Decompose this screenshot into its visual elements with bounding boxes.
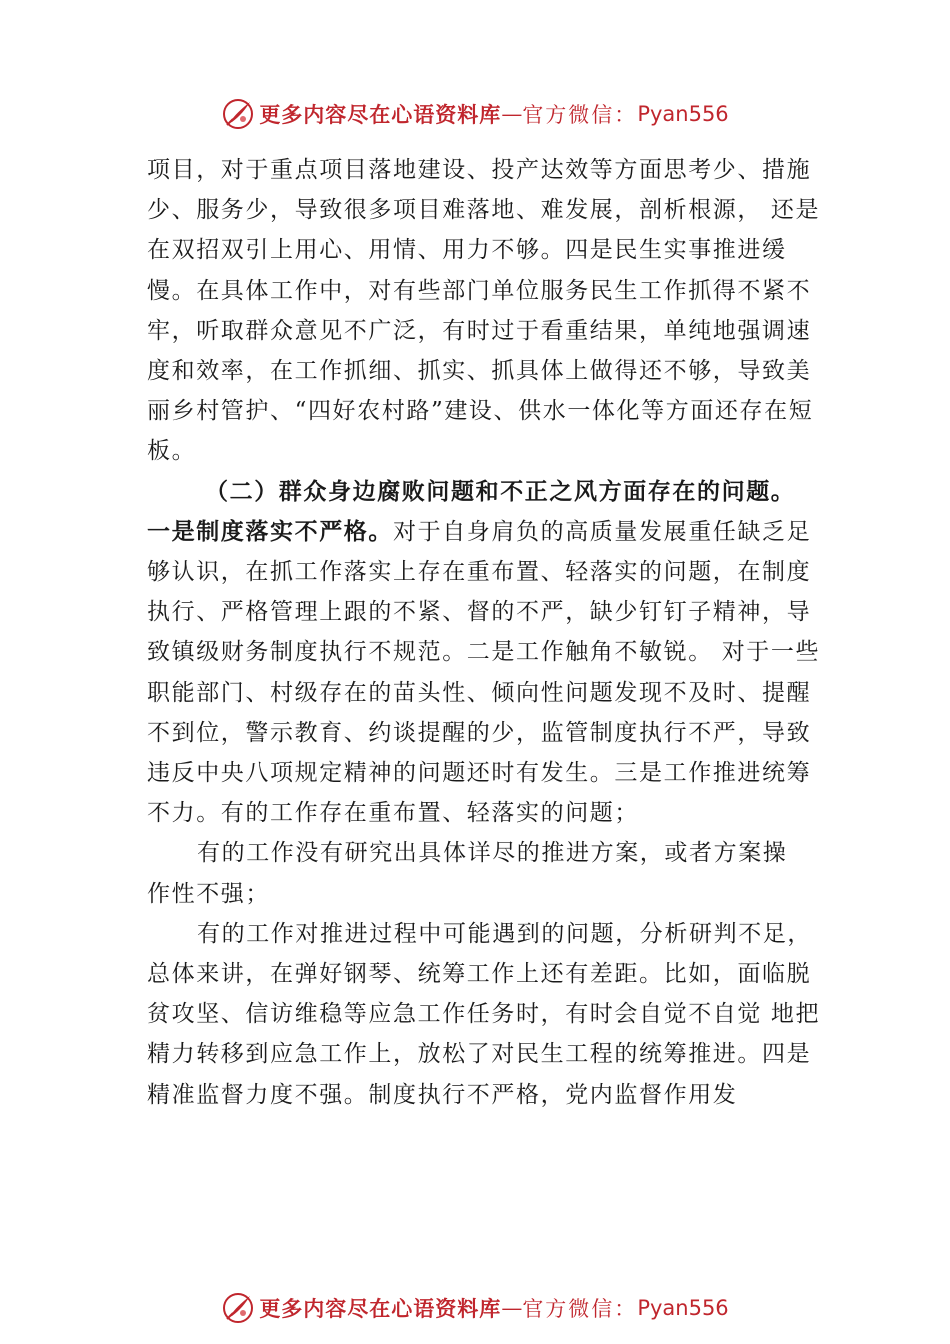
paragraph-1: 项目，对于重点项目落地建设、投产达效等方面思考少、措施少、服务少，导致很多项目难落地、难发展，剖析根源， 还是在双招双引上用心、用情、用力不够。四是民生实事推进缓慢。在具体工作中，对有些部门单位服务民生工作抓得不紧不牢，听取群众意见不广泛，有时过于看重结果，单纯地强调速度和效率，在工作抓细、抓实、抓具体上做得还不够，导致美丽乡村管护、“四好农村路”建设、供水一体化等方面还存在短板。	[147, 157, 821, 465]
section-heading: （二）群众身边腐败问题和不正之风方面存在的问题。	[205, 477, 796, 505]
banner-wechat-id: Pyan556	[637, 102, 729, 126]
banner-separator: —	[501, 102, 523, 126]
banner-brand: 更多内容尽在心语资料库	[259, 1296, 502, 1321]
paragraph-2	[147, 512, 833, 834]
document-body	[147, 150, 833, 1115]
banner-label: 官方微信：	[522, 103, 638, 127]
paragraph-4: 有的工作对推进过程中可能遇到的问题，分析研判不足，总体来讲，在弹好钢琴、统筹工作上还有差距。比如，面临脱贫攻坚、信访维稳等应急工作任务时，有时会自觉不自觉 地把精力转移到应急工作上，放松了对民生工程的统筹推进。四是精准监督力度不强。制度执行不严格，党内监督作用发	[147, 920, 821, 1108]
quill-logo-icon	[221, 1291, 255, 1325]
banner-wechat-id: Pyan556	[637, 1296, 729, 1320]
banner-brand: 更多内容尽在心语资料库	[259, 102, 502, 127]
header-banner	[0, 92, 950, 136]
footer-banner	[0, 1286, 950, 1330]
paragraph-3-line-1: 有的工作没有研究出具体详尽的推进方案，或者方案操	[197, 840, 788, 867]
banner-separator: —	[501, 1296, 523, 1320]
paragraph-2-lead: 一是制度落实不严格。	[147, 517, 393, 545]
paragraph-2-body: 对于自身肩负的高质量发展重任缺乏足够认识，在抓工作落实上存在重布置、轻落实的问题，在制度执行、严格管理上跟的不紧、督的不严，缺少钉钉子精神，导致镇级财务制度执行不规范。二是工作触角不敏锐。 对于一些职能部门、村级存在的苗头性、倾向性问题发现不及时、提醒不到位，警示教育、约谈提醒的少，监管制度执行不严，导致违反中央八项规定精神的问题还时有发生。三是工作推进统筹不力。有的工作存在重布置、轻落实的问题；	[147, 518, 821, 827]
paragraph-3-line-2: 作性不强；	[147, 880, 270, 907]
banner-label: 官方微信：	[522, 1297, 638, 1321]
quill-logo-icon	[221, 97, 255, 131]
